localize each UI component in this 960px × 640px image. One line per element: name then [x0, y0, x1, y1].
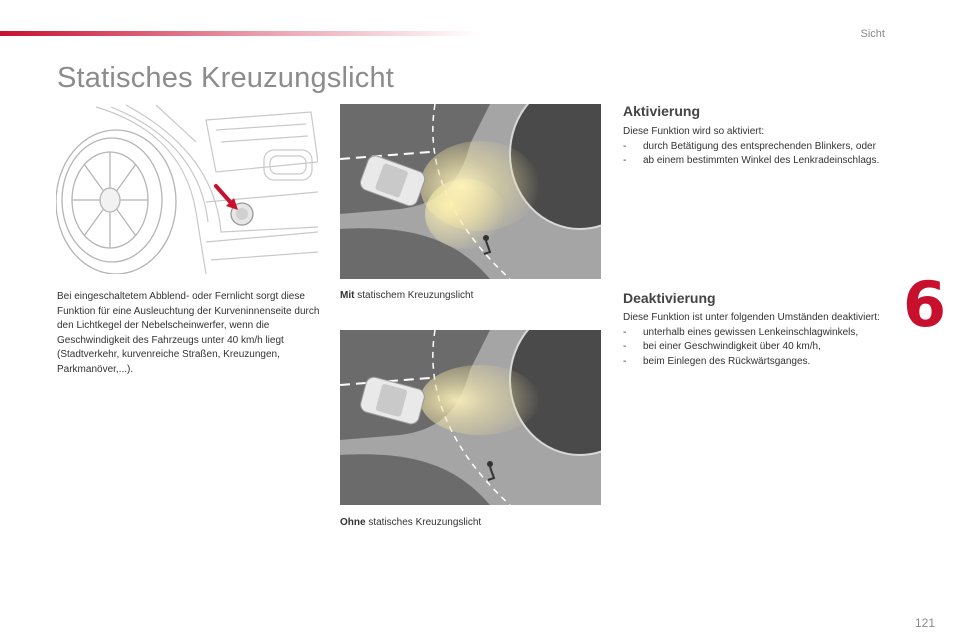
deactivation-intro: Diese Funktion ist unter folgenden Umständen deaktiviert:	[623, 312, 880, 323]
car-front-illustration	[56, 102, 318, 274]
activation-intro: Diese Funktion wird so aktiviert:	[623, 126, 765, 137]
list-item: - unterhalb eines gewissen Lenkeinschlagwinkels,	[623, 326, 859, 338]
deactivation-list	[623, 326, 888, 370]
page-number: 121	[914, 616, 935, 630]
list-item: - ab einem bestimmten Winkel des Lenkradeinschlags.	[623, 155, 880, 166]
caption-without-cornering-light: Ohne statisches Kreuzungslicht	[340, 517, 482, 528]
activation-list	[623, 140, 888, 169]
page-title: Statisches Kreuzungslicht	[57, 62, 395, 94]
diagram-without-cornering-light	[340, 330, 601, 505]
chapter-number: 6	[903, 268, 947, 341]
section-label: Sicht	[860, 28, 885, 40]
deactivation-heading: Deaktivierung	[623, 290, 716, 306]
list-item: - beim Einlegen des Rückwärtsganges.	[623, 355, 811, 367]
list-item: - durch Betätigung des entsprechenden Blinkers, oder	[623, 140, 876, 152]
intro-paragraph: Bei eingeschaltetem Abblend- oder Fernlicht sorgt diese Funktion für eine Ausleuchtung der Kurveninnenseite durch den Lichtkegel der Nebelscheinwerfer, wenn die Geschwindigkeit des Fahrzeugs unter 40 km/h liegt (Stadtverkehr, kurvenreiche Straßen, Kreuzungen, Parkmanöver,...).	[57, 291, 320, 375]
caption-with-cornering-light: Mit statischem Kreuzungslicht	[340, 290, 474, 301]
top-accent-bar	[0, 31, 480, 36]
deactivation-section	[623, 311, 888, 369]
diagram-with-cornering-light	[340, 104, 601, 279]
list-item: - bei einer Geschwindigkeit über 40 km/h,	[623, 341, 821, 352]
activation-section	[623, 125, 888, 169]
activation-heading: Aktivierung	[623, 103, 701, 119]
